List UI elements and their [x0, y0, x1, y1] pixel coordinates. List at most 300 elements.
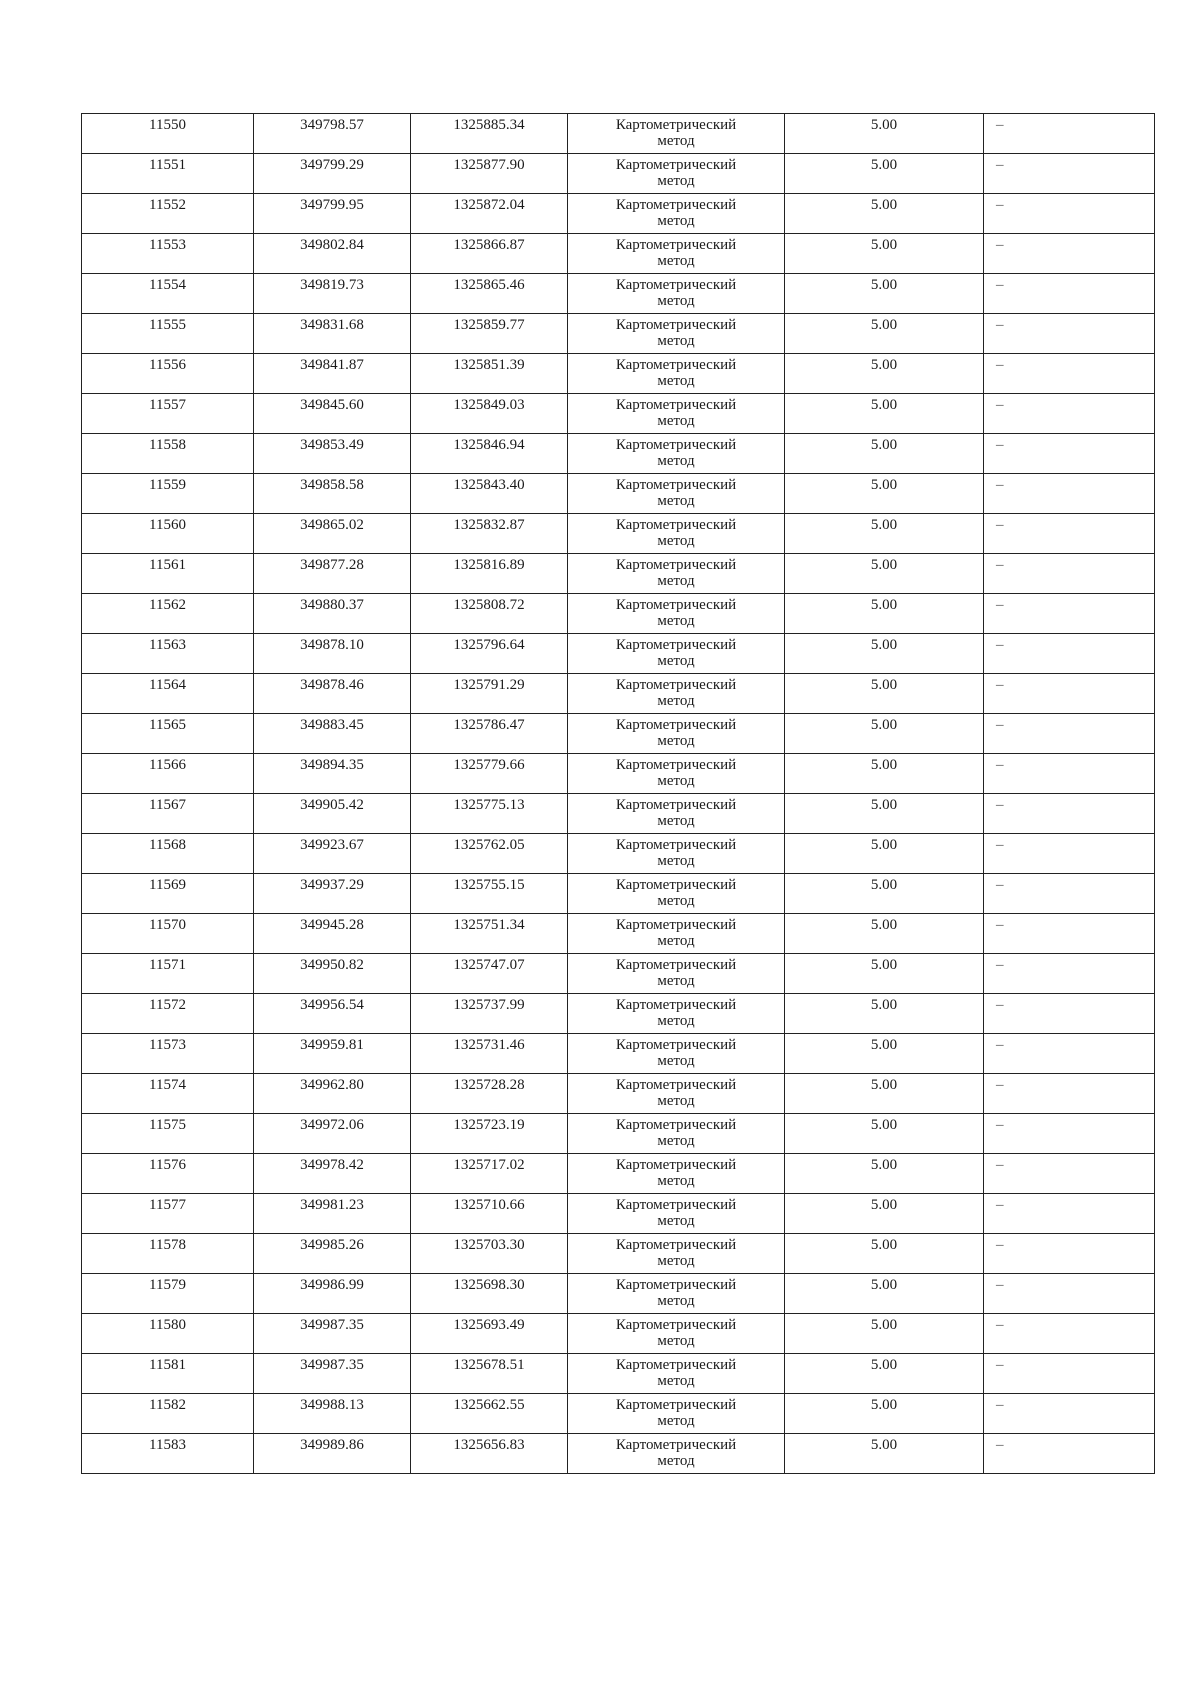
y-coordinate-cell: 1325796.64: [411, 634, 568, 674]
accuracy-cell: 5.00: [785, 1114, 984, 1154]
method-cell: [568, 394, 785, 434]
accuracy-cell: 5.00: [785, 1034, 984, 1074]
y-coordinate-cell: 1325877.90: [411, 154, 568, 194]
method-line-1: Картометрический: [615, 317, 737, 333]
point-number-cell: 11570: [82, 914, 254, 954]
method-line-2: метод: [657, 533, 695, 549]
method-line-2: метод: [657, 973, 695, 989]
x-coordinate-cell: 349972.06: [254, 1114, 411, 1154]
method-cell: [568, 1154, 785, 1194]
method-line-1: Картометрический: [615, 1277, 737, 1293]
note-cell: –: [984, 354, 1155, 394]
x-coordinate-cell: 349883.45: [254, 714, 411, 754]
note-cell: –: [984, 1154, 1155, 1194]
table-row: [82, 554, 1155, 594]
method-line-2: метод: [657, 773, 695, 789]
table-row: [82, 1314, 1155, 1354]
y-coordinate-cell: 1325832.87: [411, 514, 568, 554]
note-cell: –: [984, 1194, 1155, 1234]
table-row: [82, 1154, 1155, 1194]
y-coordinate-cell: 1325710.66: [411, 1194, 568, 1234]
method-line-1: Картометрический: [615, 197, 737, 213]
table-row: [82, 714, 1155, 754]
point-number-cell: 11577: [82, 1194, 254, 1234]
point-number-cell: 11574: [82, 1074, 254, 1114]
note-cell: –: [984, 1234, 1155, 1274]
method-line-1: Картометрический: [615, 477, 737, 493]
method-line-1: Картометрический: [615, 1117, 737, 1133]
method-line-2: метод: [657, 493, 695, 509]
y-coordinate-cell: 1325816.89: [411, 554, 568, 594]
table-row: [82, 1114, 1155, 1154]
method-line-1: Картометрический: [615, 957, 737, 973]
method-cell: [568, 1314, 785, 1354]
y-coordinate-cell: 1325808.72: [411, 594, 568, 634]
y-coordinate-cell: 1325779.66: [411, 754, 568, 794]
accuracy-cell: 5.00: [785, 554, 984, 594]
note-cell: –: [984, 1074, 1155, 1114]
x-coordinate-cell: 349841.87: [254, 354, 411, 394]
method-line-2: метод: [657, 893, 695, 909]
note-cell: –: [984, 434, 1155, 474]
note-cell: –: [984, 1314, 1155, 1354]
y-coordinate-cell: 1325728.28: [411, 1074, 568, 1114]
accuracy-cell: 5.00: [785, 1274, 984, 1314]
note-cell: –: [984, 394, 1155, 434]
y-coordinate-cell: 1325723.19: [411, 1114, 568, 1154]
method-line-1: Картометрический: [615, 797, 737, 813]
accuracy-cell: 5.00: [785, 474, 984, 514]
accuracy-cell: 5.00: [785, 874, 984, 914]
table-row: [82, 914, 1155, 954]
note-cell: –: [984, 914, 1155, 954]
x-coordinate-cell: 349878.46: [254, 674, 411, 714]
accuracy-cell: 5.00: [785, 154, 984, 194]
method-cell: [568, 1434, 785, 1474]
note-cell: –: [984, 1114, 1155, 1154]
accuracy-cell: 5.00: [785, 1154, 984, 1194]
method-cell: [568, 914, 785, 954]
table-row: [82, 1354, 1155, 1394]
table-row: [82, 634, 1155, 674]
y-coordinate-cell: 1325849.03: [411, 394, 568, 434]
note-cell: –: [984, 194, 1155, 234]
accuracy-cell: 5.00: [785, 274, 984, 314]
accuracy-cell: 5.00: [785, 1234, 984, 1274]
y-coordinate-cell: 1325851.39: [411, 354, 568, 394]
table-row: [82, 154, 1155, 194]
accuracy-cell: 5.00: [785, 634, 984, 674]
method-line-1: Картометрический: [615, 997, 737, 1013]
y-coordinate-cell: 1325698.30: [411, 1274, 568, 1314]
x-coordinate-cell: 349865.02: [254, 514, 411, 554]
note-cell: –: [984, 874, 1155, 914]
method-line-2: метод: [657, 173, 695, 189]
y-coordinate-cell: 1325755.15: [411, 874, 568, 914]
x-coordinate-cell: 349987.35: [254, 1354, 411, 1394]
table-body: [82, 114, 1155, 1474]
table-row: [82, 1274, 1155, 1314]
accuracy-cell: 5.00: [785, 1354, 984, 1394]
x-coordinate-cell: 349956.54: [254, 994, 411, 1034]
point-number-cell: 11573: [82, 1034, 254, 1074]
x-coordinate-cell: 349988.13: [254, 1394, 411, 1434]
method-line-2: метод: [657, 1333, 695, 1349]
x-coordinate-cell: 349945.28: [254, 914, 411, 954]
x-coordinate-cell: 349950.82: [254, 954, 411, 994]
x-coordinate-cell: 349985.26: [254, 1234, 411, 1274]
table-row: [82, 434, 1155, 474]
point-number-cell: 11569: [82, 874, 254, 914]
method-line-1: Картометрический: [615, 1317, 737, 1333]
point-number-cell: 11561: [82, 554, 254, 594]
method-line-2: метод: [657, 1453, 695, 1469]
y-coordinate-cell: 1325843.40: [411, 474, 568, 514]
note-cell: –: [984, 674, 1155, 714]
accuracy-cell: 5.00: [785, 754, 984, 794]
y-coordinate-cell: 1325865.46: [411, 274, 568, 314]
method-cell: [568, 354, 785, 394]
accuracy-cell: 5.00: [785, 914, 984, 954]
method-line-2: метод: [657, 933, 695, 949]
method-cell: [568, 1194, 785, 1234]
method-cell: [568, 274, 785, 314]
method-cell: [568, 1074, 785, 1114]
method-line-1: Картометрический: [615, 517, 737, 533]
method-line-2: метод: [657, 213, 695, 229]
x-coordinate-cell: 349987.35: [254, 1314, 411, 1354]
y-coordinate-cell: 1325791.29: [411, 674, 568, 714]
x-coordinate-cell: 349905.42: [254, 794, 411, 834]
method-line-2: метод: [657, 373, 695, 389]
method-cell: [568, 234, 785, 274]
point-number-cell: 11550: [82, 114, 254, 154]
coordinates-table: [81, 113, 1155, 1474]
method-cell: [568, 1034, 785, 1074]
method-line-2: метод: [657, 653, 695, 669]
note-cell: –: [984, 114, 1155, 154]
table-row: [82, 1034, 1155, 1074]
table-row: [82, 594, 1155, 634]
method-cell: [568, 994, 785, 1034]
method-cell: [568, 634, 785, 674]
method-cell: [568, 194, 785, 234]
point-number-cell: 11572: [82, 994, 254, 1034]
method-line-1: Картометрический: [615, 1437, 737, 1453]
point-number-cell: 11580: [82, 1314, 254, 1354]
table-row: [82, 354, 1155, 394]
method-line-1: Картометрический: [615, 1397, 737, 1413]
method-line-1: Картометрический: [615, 597, 737, 613]
accuracy-cell: 5.00: [785, 1074, 984, 1114]
method-cell: [568, 794, 785, 834]
point-number-cell: 11564: [82, 674, 254, 714]
accuracy-cell: 5.00: [785, 1434, 984, 1474]
point-number-cell: 11554: [82, 274, 254, 314]
x-coordinate-cell: 349799.29: [254, 154, 411, 194]
method-line-1: Картометрический: [615, 1357, 737, 1373]
method-line-1: Картометрический: [615, 837, 737, 853]
method-line-1: Картометрический: [615, 1197, 737, 1213]
y-coordinate-cell: 1325846.94: [411, 434, 568, 474]
point-number-cell: 11568: [82, 834, 254, 874]
x-coordinate-cell: 349831.68: [254, 314, 411, 354]
point-number-cell: 11575: [82, 1114, 254, 1154]
method-line-1: Картометрический: [615, 1077, 737, 1093]
y-coordinate-cell: 1325703.30: [411, 1234, 568, 1274]
table-row: [82, 794, 1155, 834]
method-line-2: метод: [657, 453, 695, 469]
point-number-cell: 11556: [82, 354, 254, 394]
x-coordinate-cell: 349853.49: [254, 434, 411, 474]
method-line-2: метод: [657, 613, 695, 629]
accuracy-cell: 5.00: [785, 514, 984, 554]
method-line-2: метод: [657, 1413, 695, 1429]
accuracy-cell: 5.00: [785, 1194, 984, 1234]
method-line-2: метод: [657, 333, 695, 349]
method-line-2: метод: [657, 293, 695, 309]
table-row: [82, 1194, 1155, 1234]
x-coordinate-cell: 349962.80: [254, 1074, 411, 1114]
method-cell: [568, 714, 785, 754]
method-line-1: Картометрический: [615, 717, 737, 733]
note-cell: –: [984, 994, 1155, 1034]
x-coordinate-cell: 349877.28: [254, 554, 411, 594]
method-line-2: метод: [657, 1253, 695, 1269]
method-cell: [568, 954, 785, 994]
x-coordinate-cell: 349799.95: [254, 194, 411, 234]
method-line-2: метод: [657, 693, 695, 709]
table-row: [82, 834, 1155, 874]
point-number-cell: 11553: [82, 234, 254, 274]
note-cell: –: [984, 1034, 1155, 1074]
note-cell: –: [984, 714, 1155, 754]
method-line-1: Картометрический: [615, 117, 737, 133]
method-cell: [568, 514, 785, 554]
x-coordinate-cell: 349802.84: [254, 234, 411, 274]
table-row: [82, 114, 1155, 154]
note-cell: –: [984, 514, 1155, 554]
method-cell: [568, 154, 785, 194]
method-line-1: Картометрический: [615, 237, 737, 253]
table-row: [82, 394, 1155, 434]
point-number-cell: 11576: [82, 1154, 254, 1194]
method-line-2: метод: [657, 1293, 695, 1309]
note-cell: –: [984, 1394, 1155, 1434]
y-coordinate-cell: 1325775.13: [411, 794, 568, 834]
method-cell: [568, 594, 785, 634]
note-cell: –: [984, 834, 1155, 874]
method-line-1: Картометрический: [615, 157, 737, 173]
accuracy-cell: 5.00: [785, 994, 984, 1034]
method-line-1: Картометрический: [615, 757, 737, 773]
note-cell: –: [984, 1434, 1155, 1474]
method-cell: [568, 114, 785, 154]
method-line-1: Картометрический: [615, 1037, 737, 1053]
accuracy-cell: 5.00: [785, 314, 984, 354]
table-row: [82, 754, 1155, 794]
method-line-2: метод: [657, 853, 695, 869]
x-coordinate-cell: 349986.99: [254, 1274, 411, 1314]
point-number-cell: 11559: [82, 474, 254, 514]
accuracy-cell: 5.00: [785, 194, 984, 234]
note-cell: –: [984, 1354, 1155, 1394]
method-cell: [568, 554, 785, 594]
x-coordinate-cell: 349819.73: [254, 274, 411, 314]
method-cell: [568, 874, 785, 914]
note-cell: –: [984, 634, 1155, 674]
accuracy-cell: 5.00: [785, 674, 984, 714]
table-row: [82, 274, 1155, 314]
point-number-cell: 11571: [82, 954, 254, 994]
note-cell: –: [984, 274, 1155, 314]
point-number-cell: 11555: [82, 314, 254, 354]
method-line-1: Картометрический: [615, 277, 737, 293]
point-number-cell: 11567: [82, 794, 254, 834]
method-line-1: Картометрический: [615, 917, 737, 933]
method-cell: [568, 1234, 785, 1274]
note-cell: –: [984, 754, 1155, 794]
x-coordinate-cell: 349894.35: [254, 754, 411, 794]
method-cell: [568, 314, 785, 354]
y-coordinate-cell: 1325737.99: [411, 994, 568, 1034]
point-number-cell: 11560: [82, 514, 254, 554]
point-number-cell: 11581: [82, 1354, 254, 1394]
method-line-2: метод: [657, 1053, 695, 1069]
accuracy-cell: 5.00: [785, 114, 984, 154]
table-row: [82, 474, 1155, 514]
table-row: [82, 1074, 1155, 1114]
point-number-cell: 11562: [82, 594, 254, 634]
note-cell: –: [984, 474, 1155, 514]
method-line-2: метод: [657, 1373, 695, 1389]
table-row: [82, 194, 1155, 234]
note-cell: –: [984, 554, 1155, 594]
x-coordinate-cell: 349878.10: [254, 634, 411, 674]
y-coordinate-cell: 1325751.34: [411, 914, 568, 954]
method-line-1: Картометрический: [615, 437, 737, 453]
table-row: [82, 314, 1155, 354]
method-line-2: метод: [657, 1213, 695, 1229]
method-cell: [568, 434, 785, 474]
point-number-cell: 11552: [82, 194, 254, 234]
y-coordinate-cell: 1325678.51: [411, 1354, 568, 1394]
y-coordinate-cell: 1325731.46: [411, 1034, 568, 1074]
accuracy-cell: 5.00: [785, 1394, 984, 1434]
y-coordinate-cell: 1325693.49: [411, 1314, 568, 1354]
point-number-cell: 11551: [82, 154, 254, 194]
method-line-1: Картометрический: [615, 1237, 737, 1253]
accuracy-cell: 5.00: [785, 1314, 984, 1354]
y-coordinate-cell: 1325717.02: [411, 1154, 568, 1194]
x-coordinate-cell: 349989.86: [254, 1434, 411, 1474]
method-line-1: Картометрический: [615, 357, 737, 373]
note-cell: –: [984, 954, 1155, 994]
accuracy-cell: 5.00: [785, 594, 984, 634]
x-coordinate-cell: 349978.42: [254, 1154, 411, 1194]
method-cell: [568, 1274, 785, 1314]
x-coordinate-cell: 349798.57: [254, 114, 411, 154]
method-line-2: метод: [657, 1093, 695, 1109]
y-coordinate-cell: 1325859.77: [411, 314, 568, 354]
method-cell: [568, 674, 785, 714]
method-line-2: метод: [657, 253, 695, 269]
method-cell: [568, 754, 785, 794]
table-row: [82, 674, 1155, 714]
x-coordinate-cell: 349858.58: [254, 474, 411, 514]
accuracy-cell: 5.00: [785, 434, 984, 474]
y-coordinate-cell: 1325762.05: [411, 834, 568, 874]
method-line-2: метод: [657, 413, 695, 429]
note-cell: –: [984, 794, 1155, 834]
method-cell: [568, 1394, 785, 1434]
method-cell: [568, 1114, 785, 1154]
accuracy-cell: 5.00: [785, 354, 984, 394]
method-line-1: Картометрический: [615, 1157, 737, 1173]
method-cell: [568, 474, 785, 514]
table-row: [82, 1234, 1155, 1274]
x-coordinate-cell: 349981.23: [254, 1194, 411, 1234]
method-line-1: Картометрический: [615, 557, 737, 573]
note-cell: –: [984, 594, 1155, 634]
y-coordinate-cell: 1325656.83: [411, 1434, 568, 1474]
point-number-cell: 11558: [82, 434, 254, 474]
x-coordinate-cell: 349845.60: [254, 394, 411, 434]
accuracy-cell: 5.00: [785, 954, 984, 994]
y-coordinate-cell: 1325872.04: [411, 194, 568, 234]
point-number-cell: 11565: [82, 714, 254, 754]
x-coordinate-cell: 349937.29: [254, 874, 411, 914]
table-row: [82, 514, 1155, 554]
method-line-2: метод: [657, 1133, 695, 1149]
accuracy-cell: 5.00: [785, 234, 984, 274]
method-line-2: метод: [657, 1013, 695, 1029]
y-coordinate-cell: 1325885.34: [411, 114, 568, 154]
table-row: [82, 1394, 1155, 1434]
note-cell: –: [984, 314, 1155, 354]
point-number-cell: 11582: [82, 1394, 254, 1434]
accuracy-cell: 5.00: [785, 794, 984, 834]
point-number-cell: 11583: [82, 1434, 254, 1474]
point-number-cell: 11566: [82, 754, 254, 794]
accuracy-cell: 5.00: [785, 714, 984, 754]
accuracy-cell: 5.00: [785, 834, 984, 874]
point-number-cell: 11579: [82, 1274, 254, 1314]
y-coordinate-cell: 1325662.55: [411, 1394, 568, 1434]
note-cell: –: [984, 154, 1155, 194]
table-row: [82, 874, 1155, 914]
x-coordinate-cell: 349880.37: [254, 594, 411, 634]
table-row: [82, 994, 1155, 1034]
method-line-2: метод: [657, 813, 695, 829]
x-coordinate-cell: 349923.67: [254, 834, 411, 874]
point-number-cell: 11578: [82, 1234, 254, 1274]
table-row: [82, 954, 1155, 994]
y-coordinate-cell: 1325786.47: [411, 714, 568, 754]
table-row: [82, 234, 1155, 274]
note-cell: –: [984, 234, 1155, 274]
method-cell: [568, 1354, 785, 1394]
x-coordinate-cell: 349959.81: [254, 1034, 411, 1074]
method-line-1: Картометрический: [615, 397, 737, 413]
accuracy-cell: 5.00: [785, 394, 984, 434]
y-coordinate-cell: 1325747.07: [411, 954, 568, 994]
method-line-2: метод: [657, 133, 695, 149]
method-line-2: метод: [657, 1173, 695, 1189]
method-line-1: Картометрический: [615, 637, 737, 653]
y-coordinate-cell: 1325866.87: [411, 234, 568, 274]
method-line-2: метод: [657, 573, 695, 589]
